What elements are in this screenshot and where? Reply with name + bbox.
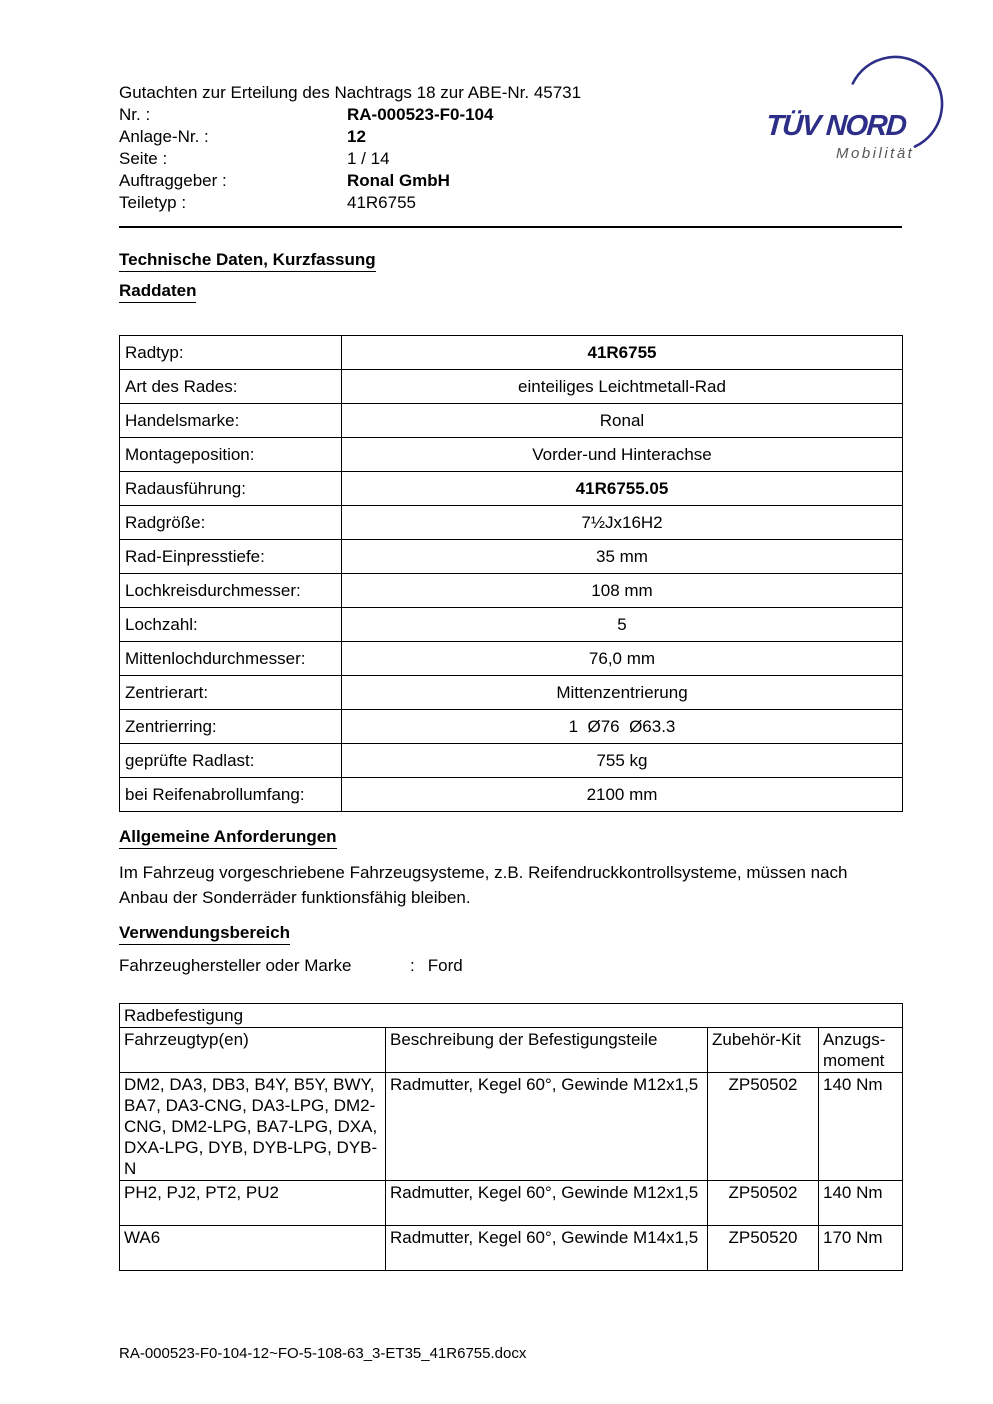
meta-row-auftraggeber	[119, 170, 581, 192]
footer-filename: RA-000523-F0-104-12~FO-5-108-63_3-ET35_41R6755.docx	[119, 1345, 527, 1362]
row-label: Rad-Einpresstiefe:	[120, 540, 342, 574]
table-row	[120, 336, 903, 370]
cell-description: Radmutter, Kegel 60°, Gewinde M14x1,5	[386, 1226, 708, 1271]
row-label: Mittenlochdurchmesser:	[120, 642, 342, 676]
row-value: 41R6755.05	[342, 472, 903, 506]
meta-row-seite	[119, 148, 581, 170]
row-label: Zentrierart:	[120, 676, 342, 710]
header-divider-rule	[119, 226, 902, 228]
table-row	[120, 540, 903, 574]
section-title-technische-daten: Technische Daten, Kurzfassung	[119, 250, 376, 272]
row-value: 5	[342, 608, 903, 642]
cell-description: Radmutter, Kegel 60°, Gewinde M12x1,5	[386, 1073, 708, 1181]
meta-value: 41R6755	[347, 193, 417, 212]
row-value: einteiliges Leichtmetall-Rad	[342, 370, 903, 404]
section-title-verwendungsbereich: Verwendungsbereich	[119, 923, 290, 945]
section-title-allgemeine-anforderungen: Allgemeine Anforderungen	[119, 827, 337, 849]
document-title: Gutachten zur Erteilung des Nachtrags 18 zur ABE-Nr. 45731	[119, 83, 582, 102]
doc-header	[119, 82, 581, 214]
cell-torque: 140 Nm	[819, 1073, 903, 1181]
column-header-beschreibung: Beschreibung der Befestigungsteile	[386, 1028, 708, 1073]
table-row	[120, 506, 903, 540]
section-title-raddaten: Raddaten	[119, 281, 196, 303]
row-value: 76,0 mm	[342, 642, 903, 676]
tuv-nord-logo	[752, 52, 962, 170]
meta-label: Auftraggeber :	[119, 171, 227, 190]
table-row	[120, 1073, 903, 1181]
meta-row-teiletyp	[119, 192, 581, 214]
row-value: Mittenzentrierung	[342, 676, 903, 710]
requirements-paragraph: Im Fahrzeug vorgeschriebene Fahrzeugsysteme, z.B. Reifendruckkontrollsysteme, müssen nach Anbau der Sonderräder funktionsfähig bleiben.	[119, 863, 848, 907]
table-row	[120, 710, 903, 744]
cell-vehicle-types: WA6	[120, 1226, 386, 1271]
table-row	[120, 1181, 903, 1226]
cell-torque: 140 Nm	[819, 1181, 903, 1226]
table-row	[120, 642, 903, 676]
cell-kit: ZP50502	[708, 1181, 819, 1226]
radbefestigung-table	[119, 1003, 903, 1271]
column-header-zubehoer-kit: Zubehör-Kit	[708, 1028, 819, 1073]
cell-vehicle-types: PH2, PJ2, PT2, PU2	[120, 1181, 386, 1226]
row-label: bei Reifenabrollumfang:	[120, 778, 342, 812]
row-value: 755 kg	[342, 744, 903, 778]
row-value: 108 mm	[342, 574, 903, 608]
meta-value: RA-000523-F0-104	[347, 105, 494, 124]
manufacturer-value: Ford	[427, 956, 463, 975]
row-value: 2100 mm	[342, 778, 903, 812]
cell-kit: ZP50502	[708, 1073, 819, 1181]
row-label: Lochzahl:	[120, 608, 342, 642]
row-label: Lochkreisdurchmesser:	[120, 574, 342, 608]
raddaten-table	[119, 335, 903, 812]
meta-row-anlage	[119, 126, 581, 148]
table-row	[120, 608, 903, 642]
meta-row-nr	[119, 104, 581, 126]
row-label: Radtyp:	[120, 336, 342, 370]
manufacturer-separator: :	[410, 956, 415, 975]
row-value: Vorder-und Hinterachse	[342, 438, 903, 472]
row-label: Radausführung:	[120, 472, 342, 506]
row-value: Ronal	[342, 404, 903, 438]
table-row	[120, 744, 903, 778]
logo-brand-text: TÜV NORD	[764, 110, 907, 142]
table-row	[120, 438, 903, 472]
meta-label: Anlage-Nr. :	[119, 127, 209, 146]
table-caption: Radbefestigung	[120, 1004, 903, 1028]
table-header-row	[120, 1028, 903, 1073]
cell-kit: ZP50520	[708, 1226, 819, 1271]
row-label: geprüfte Radlast:	[120, 744, 342, 778]
table-row	[120, 404, 903, 438]
column-header-fahrzeugtyp: Fahrzeugtyp(en)	[120, 1028, 386, 1073]
row-value: 1 Ø76 Ø63.3	[342, 710, 903, 744]
row-label: Handelsmarke:	[120, 404, 342, 438]
row-label: Zentrierring:	[120, 710, 342, 744]
row-label: Montageposition:	[120, 438, 342, 472]
manufacturer-label: Fahrzeughersteller oder Marke	[119, 956, 352, 975]
row-label: Radgröße:	[120, 506, 342, 540]
table-row	[120, 778, 903, 812]
vehicle-manufacturer-line	[119, 956, 463, 976]
meta-value: 1 / 14	[347, 149, 390, 168]
row-value: 35 mm	[342, 540, 903, 574]
table-row	[120, 370, 903, 404]
table-row	[120, 574, 903, 608]
meta-label: Teiletyp :	[119, 193, 187, 212]
row-label: Art des Rades:	[120, 370, 342, 404]
table-row	[120, 472, 903, 506]
table-row	[120, 1226, 903, 1271]
meta-label: Seite :	[119, 149, 168, 168]
meta-value: 12	[347, 127, 366, 146]
cell-description: Radmutter, Kegel 60°, Gewinde M12x1,5	[386, 1181, 708, 1226]
meta-label: Nr. :	[119, 105, 151, 124]
row-value: 41R6755	[342, 336, 903, 370]
logo-subtitle-text: Mobilität	[836, 145, 915, 162]
cell-torque: 170 Nm	[819, 1226, 903, 1271]
table-row	[120, 676, 903, 710]
cell-vehicle-types: DM2, DA3, DB3, B4Y, B5Y, BWY, BA7, DA3-CNG, DA3-LPG, DM2-CNG, DM2-LPG, BA7-LPG, DXA, DXA-LPG, DYB, DYB-LPG, DYB-N	[120, 1073, 386, 1181]
table-caption-row	[120, 1004, 903, 1028]
row-value: 7½Jx16H2	[342, 506, 903, 540]
meta-value: Ronal GmbH	[347, 171, 450, 190]
column-header-anzugsmoment: Anzugs-moment	[819, 1028, 903, 1073]
